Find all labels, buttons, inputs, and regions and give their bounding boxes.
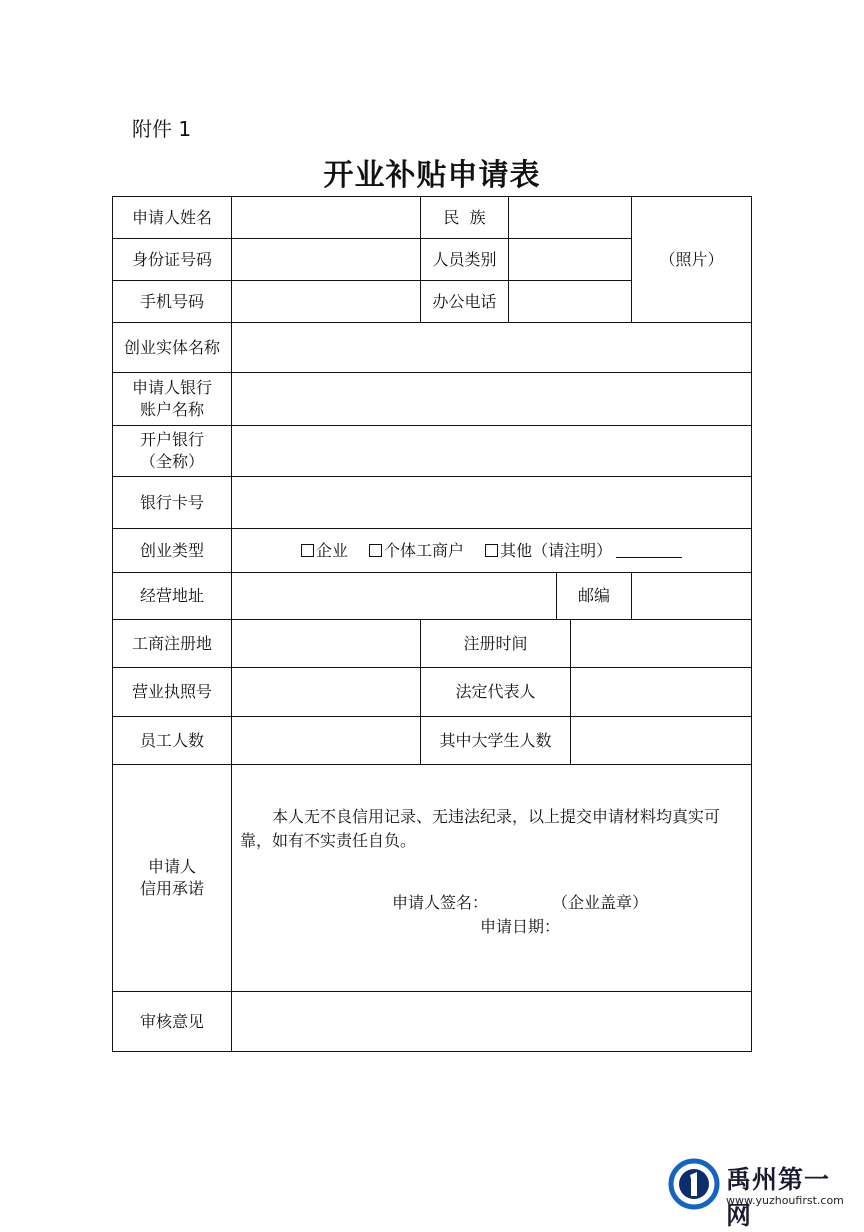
registration-time-cell[interactable]	[571, 620, 752, 668]
page-title: 开业补贴申请表	[323, 158, 541, 193]
application-form	[112, 196, 752, 1052]
checkbox-icon[interactable]	[301, 544, 314, 557]
option-individual-business[interactable]: 个体工商户	[369, 541, 464, 560]
entity-name-cell[interactable]	[232, 323, 752, 373]
signature-line	[232, 891, 751, 915]
signature-label: 申请人签名：	[392, 893, 489, 912]
business-type-label: 创业类型	[113, 529, 232, 573]
checkbox-icon[interactable]	[485, 544, 498, 557]
applicant-name-label: 申请人姓名	[113, 197, 232, 239]
registration-place-label: 工商注册地	[113, 620, 232, 668]
legal-rep-label: 法定代表人	[421, 668, 571, 717]
option-other[interactable]: 其他（请注明）	[485, 541, 682, 560]
other-blank-line[interactable]	[616, 557, 682, 558]
license-number-cell[interactable]	[232, 668, 421, 717]
watermark-logo	[668, 1158, 848, 1230]
bank-branch-label	[113, 426, 232, 477]
bank-branch-line1: 开户银行	[139, 430, 204, 449]
ethnicity-label: 民 族	[421, 197, 509, 239]
logo-mark-icon	[668, 1158, 720, 1210]
personnel-category-cell[interactable]	[509, 239, 632, 281]
card-number-cell[interactable]	[232, 477, 752, 529]
business-type-options	[232, 529, 752, 573]
graduates-cell[interactable]	[571, 717, 752, 765]
personnel-category-label: 人员类别	[421, 239, 509, 281]
mobile-label: 手机号码	[113, 281, 232, 323]
postcode-label: 邮编	[557, 573, 632, 620]
card-number-label: 银行卡号	[113, 477, 232, 529]
employees-cell[interactable]	[232, 717, 421, 765]
date-label: 申请日期：	[480, 917, 561, 936]
pledge-label-line1: 申请人	[147, 857, 196, 876]
option-enterprise[interactable]: 企业	[301, 541, 348, 560]
office-phone-cell[interactable]	[509, 281, 632, 323]
bank-account-name-line1: 申请人银行	[131, 378, 212, 397]
bank-branch-line2: （全称）	[139, 452, 204, 471]
employees-label: 员工人数	[113, 717, 232, 765]
bank-account-name-line2: 账户名称	[139, 400, 204, 419]
watermark-name: 禹州第一网	[726, 1165, 831, 1230]
ethnicity-cell[interactable]	[509, 197, 632, 239]
photo-box: （照片）	[632, 197, 752, 323]
entity-name-label: 创业实体名称	[113, 323, 232, 373]
pledge-cell	[232, 765, 752, 992]
registration-time-label: 注册时间	[421, 620, 571, 668]
checkbox-icon[interactable]	[369, 544, 382, 557]
legal-rep-cell[interactable]	[571, 668, 752, 717]
attachment-label: 附件 1	[132, 117, 192, 141]
postcode-cell[interactable]	[632, 573, 752, 620]
pledge-text: 本人无不良信用记录、无违法纪录，以上提交申请材料均真实可靠，如有不实责任自负。	[240, 807, 721, 850]
review-cell[interactable]	[232, 992, 752, 1052]
bank-account-name-cell[interactable]	[232, 373, 752, 426]
review-label: 审核意见	[113, 992, 232, 1052]
pledge-label-line2: 信用承诺	[139, 879, 204, 898]
office-phone-label: 办公电话	[421, 281, 509, 323]
watermark-url: www.yuzhoufirst.com	[726, 1194, 844, 1207]
pledge-label	[113, 765, 232, 992]
id-number-label: 身份证号码	[113, 239, 232, 281]
address-cell[interactable]	[232, 573, 557, 620]
graduates-label: 其中大学生人数	[421, 717, 571, 765]
address-label: 经营地址	[113, 573, 232, 620]
registration-place-cell[interactable]	[232, 620, 421, 668]
bank-branch-cell[interactable]	[232, 426, 752, 477]
signature-block	[232, 891, 751, 939]
license-number-label: 营业执照号	[113, 668, 232, 717]
applicant-name-cell[interactable]	[232, 197, 421, 239]
id-number-cell[interactable]	[232, 239, 421, 281]
seal-label: （企业盖章）	[560, 893, 649, 912]
bank-account-name-label	[113, 373, 232, 426]
mobile-cell[interactable]	[232, 281, 421, 323]
